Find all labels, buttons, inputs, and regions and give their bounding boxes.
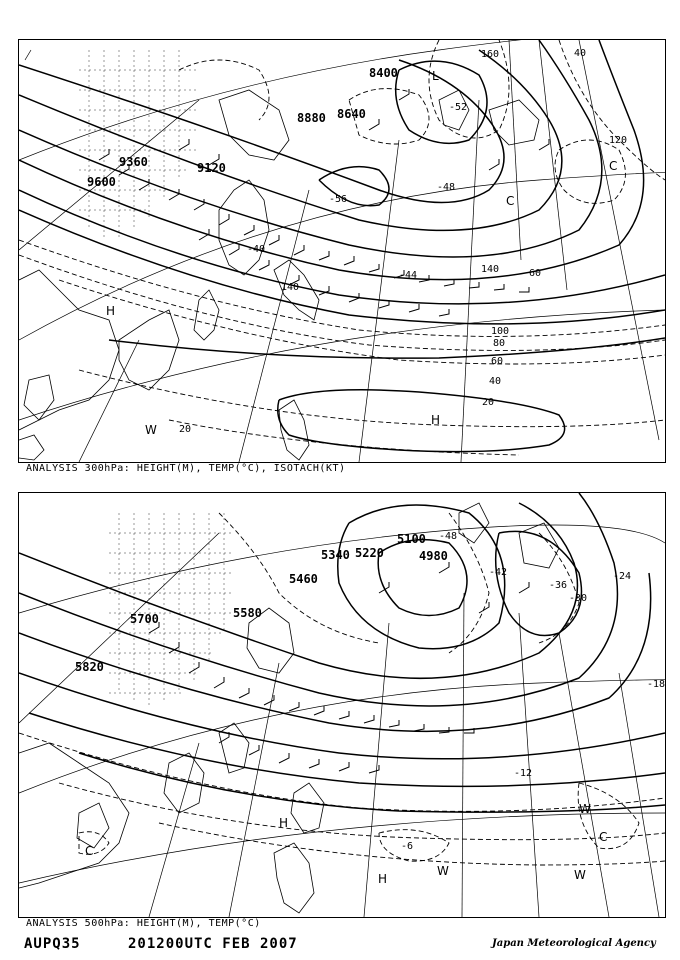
cold-symbol: C	[506, 194, 515, 208]
height-label: 9600	[87, 175, 116, 189]
height-label: 5700	[130, 612, 159, 626]
low-symbol: L	[432, 69, 439, 83]
isotach-label: 120	[609, 135, 628, 146]
temp-label: -40	[247, 244, 266, 255]
height-label: 5220	[355, 546, 384, 560]
valid-time: 201200UTC FEB 2007	[128, 936, 298, 952]
isotachs-isotherms	[19, 40, 665, 455]
temp-label: -52	[449, 102, 468, 113]
map-300hpa-drawing	[19, 40, 665, 462]
chart-code: AUPQ35	[24, 936, 81, 952]
temp-label-group	[247, 102, 467, 281]
temp-label: -12	[514, 768, 533, 779]
isotach-label: 160	[481, 49, 500, 60]
temp-label: -48	[439, 531, 458, 542]
cold-symbol: C	[85, 844, 94, 858]
height-label: 5340	[321, 548, 350, 562]
warm-symbol: W	[437, 864, 449, 878]
isotach-label: 20	[179, 424, 192, 435]
height-label: 8400	[369, 66, 398, 80]
pressure-symbols	[106, 69, 617, 437]
caption-300hpa: ANALYSIS 300hPa: HEIGHT(M), TEMP(°C), ISOTACH(KT)	[26, 463, 346, 474]
height-label: 8640	[337, 107, 366, 121]
isotach-label-group	[179, 48, 627, 435]
isotach-label: 80	[493, 338, 506, 349]
warm-symbol: W	[579, 802, 591, 816]
graticule	[19, 525, 665, 917]
temp-label: -56	[329, 194, 348, 205]
temp-label: -36	[549, 580, 568, 591]
temp-label-group	[401, 531, 665, 852]
coastlines	[19, 90, 542, 460]
height-contours	[19, 40, 665, 452]
height-contours	[19, 493, 665, 812]
high-symbol: H	[106, 304, 116, 318]
temp-label: -24	[613, 571, 632, 582]
height-label-group	[75, 532, 448, 674]
analysis-500hpa-map	[18, 492, 666, 918]
isotach-label: 100	[491, 326, 510, 337]
high-symbol: H	[279, 816, 289, 830]
temp-label: -30	[569, 593, 588, 604]
isotach-label: 20	[482, 397, 495, 408]
temp-label: -6	[401, 841, 414, 852]
cold-symbol: C	[599, 830, 608, 844]
temp-label: -48	[437, 182, 456, 193]
temp-label: -42	[489, 567, 508, 578]
warm-symbol: W	[145, 423, 157, 437]
hatch-region	[79, 50, 199, 240]
height-label: 8880	[297, 111, 326, 125]
cold-symbol: C	[609, 159, 618, 173]
agency-name: Japan Meteorological Agency	[492, 938, 656, 949]
height-label: 9360	[119, 155, 148, 169]
isotach-label: 140	[281, 282, 300, 293]
warm-symbol: W	[574, 868, 586, 882]
temp-label: -18	[647, 679, 665, 690]
isotach-label: 140	[481, 264, 500, 275]
graticule	[19, 40, 665, 462]
isotherms	[19, 513, 665, 865]
caption-500hpa: ANALYSIS 500hPa: HEIGHT(M), TEMP(°C)	[26, 918, 261, 929]
isotach-label: 60	[491, 356, 504, 367]
coastlines	[19, 503, 559, 913]
hatch-region	[109, 513, 234, 708]
height-label: 4980	[419, 549, 448, 563]
wind-barbs	[149, 562, 529, 773]
analysis-300hpa-map	[18, 39, 666, 463]
height-label-group	[87, 66, 398, 189]
isotach-label: 40	[574, 48, 587, 59]
map-500hpa-drawing	[19, 493, 665, 917]
pressure-symbols	[85, 802, 607, 886]
height-label: 5820	[75, 660, 104, 674]
height-label: 5460	[289, 572, 318, 586]
isotach-label: 40	[489, 376, 502, 387]
high-symbol: H	[378, 872, 388, 886]
high-symbol: H	[431, 413, 441, 427]
height-label: 5580	[233, 606, 262, 620]
height-label: 5100	[397, 532, 426, 546]
isotach-label: 60	[529, 268, 542, 279]
height-label: 9120	[197, 161, 226, 175]
temp-label: -44	[399, 270, 418, 281]
